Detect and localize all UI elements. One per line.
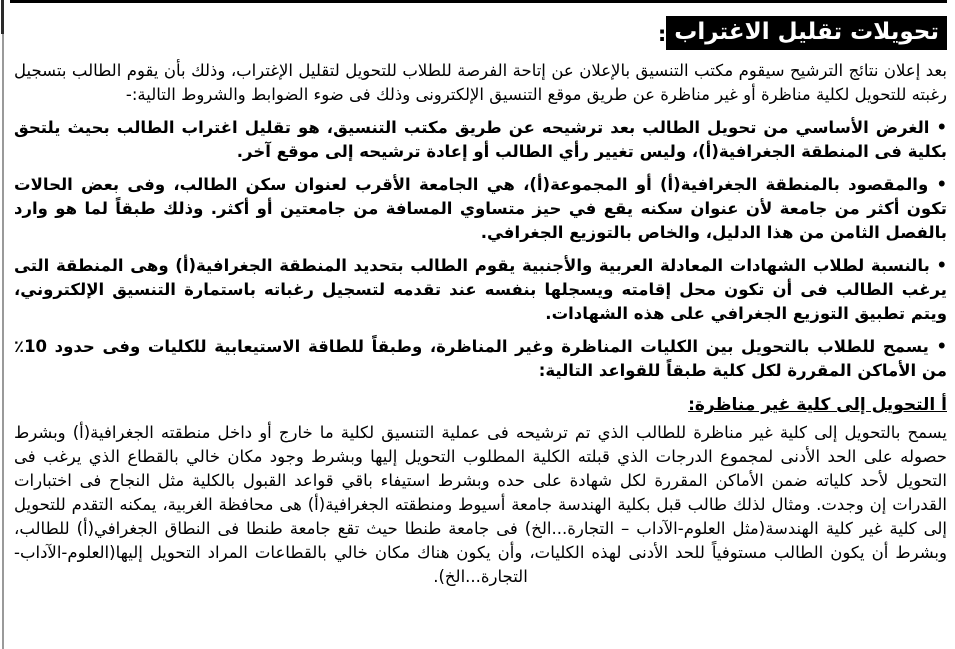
intro-paragraph: بعد إعلان نتائج الترشيح سيقوم مكتب التنسيق بالإعلان عن إتاحة الفرصة للطلاب للتحويل لتقليل الإغتراب، وذلك بأن يقوم الطالب بتسجيل رغبته للتحويل لكلية مناظرة أو غير مناظرة عن طريق موقع التنسيق الإلكترونى وذلك فى ضوء الضوابط والشروط التالية:-: [14, 61, 947, 104]
page-left-border-top-segment: [1, 0, 4, 34]
document-content: [14, 16, 947, 589]
page-title: تحويلات تقليل الاغتراب: [666, 16, 947, 50]
section-a-paragraph: يسمح بالتحويل إلى كلية غير مناظرة للطالب الذي تم ترشيحه فى عملية التنسيق لكلية ما خارج أو داخل منطقته الجغرافية(أ) وبشرط حصوله على الحد الأدنى لمجموع الدرجات الذي قبلته الكلية المطلوب التحويل إليها وبشرط وجود مكان خالي بالقطاع الذي يرغب فى التحويل لأحد كلياته ضمن الأماكن المقررة لكل شهادة على حده وبشرط استيفاء باقي قواعد القبول بالكلية مثل النجاح فى اختبارات القدرات إن وجدت. ومثال لذلك طالب قبل بكلية الهندسة جامعة أسيوط ومنطقته الجغرافية(أ) هى محافظة الغربية، يمكنه التقدم للتحويل إلى كلية غير كلية الهندسة(مثل العلوم-الآداب – التجارة...الخ) فى جامعة طنطا حيث تقع جامعة طنطا فى النطاق الجغرافي(أ) للطالب، وبشرط أن يكون الطالب مستوفياً للحد الأدنى لهذه الكليات، وأن يكون هناك مكان خالي بالقطاعات المراد التحويل إليها(العلوم-الآداب- التجارة...الخ).: [14, 423, 947, 586]
bullet-item-transfer-capacity: • يسمح للطلاب بالتحويل بين الكليات المناظرة وغير المناظرة، وطبقاً للطاقة الاستيعابية للكليات وفى حدود 10٪ من الأماكن المقررة لكل كلية طبقاً للقواعد التالية:: [14, 337, 947, 380]
bullet-item-geo-region-definition: • والمقصود بالمنطقة الجغرافية(أ) أو المجموعة(أ)، هي الجامعة الأقرب لعنوان سكن الطالب، وفى بعض الحالات تكون أكثر من جامعة لأن عنوان سكنه يقع في حيز متساوي المسافة من جامعتين أو أكثر. وذلك طبقاً لما هو وارد بالفصل الثامن من هذا الدليل، والخاص بالتوزيع الجغرافي.: [14, 175, 947, 242]
bullet-item-equivalent-certificates: • بالنسبة لطلاب الشهادات المعادلة العربية والأجنبية يقوم الطالب بتحديد المنطقة الجغرافية(أ) وهى المنطقة التى يرغب الطالب فى أن تكون محل إقامته ويسجلها بنفسه عند تقدمه لتسجيل رغباته باستمارة التنسيق الإلكتروني، ويتم تطبيق التوزيع الجغرافي على هذه الشهادات.: [14, 256, 947, 323]
page-left-border: [2, 0, 4, 649]
section-a-heading: أ التحويل إلى كلية غير مناظرة:: [688, 395, 947, 415]
page-title-colon: :: [657, 22, 667, 46]
title-row: [14, 16, 947, 51]
page-top-border: [10, 0, 947, 3]
bullet-item-purpose: • الغرض الأساسي من تحويل الطالب بعد ترشيحه عن طريق مكتب التنسيق، هو تقليل اغتراب الطالب بحيث يلتحق بكلية فى المنطقة الجغرافية(أ)، وليس تغيير رأي الطالب أو إعادة ترشيحه إلى موقع آخر.: [14, 118, 947, 161]
